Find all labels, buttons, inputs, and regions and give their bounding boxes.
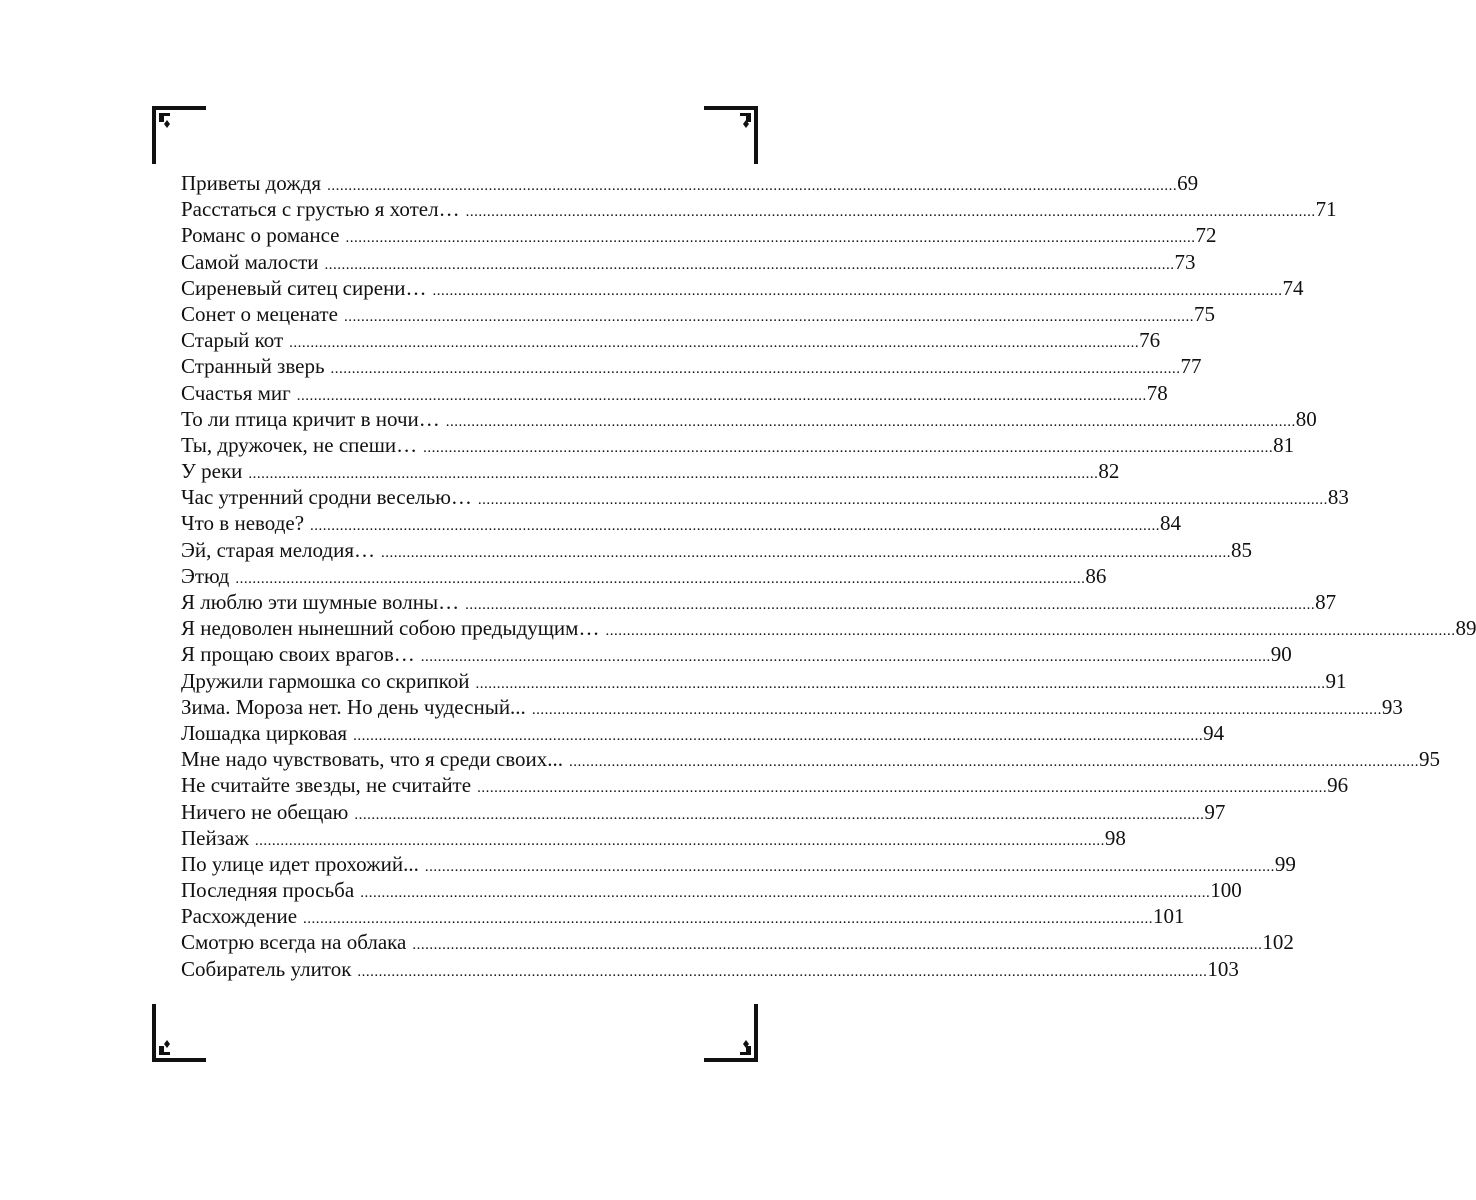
dot-leader: ........................................................................................................................................................................................................ <box>345 230 1196 247</box>
toc-entry <box>181 851 1296 877</box>
toc-entry-page-number: 91 <box>1325 668 1347 693</box>
dot-leader: ........................................................................................................................................................................................................ <box>324 256 1175 273</box>
toc-entry-title: Час утренний сродни веселью… <box>181 485 472 510</box>
dot-leader: ........................................................................................................................................................................................................ <box>475 675 1326 692</box>
toc-entry-page-number: 89 <box>1455 616 1476 641</box>
corner-ornament-top-right <box>704 106 758 164</box>
toc-entry <box>181 641 1292 667</box>
toc-entry-page-number: 100 <box>1210 878 1242 903</box>
toc-entry-page-number: 75 <box>1193 301 1215 326</box>
toc-entry-page-number: 90 <box>1270 642 1292 667</box>
toc-entry-page-number: 95 <box>1419 747 1441 772</box>
toc-entry <box>181 170 1199 196</box>
dot-leader: ........................................................................................................................................................................................................ <box>531 701 1382 718</box>
toc-entry <box>181 275 1304 301</box>
toc-entry <box>181 406 1317 432</box>
toc-entry-page-number: 97 <box>1204 799 1226 824</box>
dot-leader: ........................................................................................................................................................................................................ <box>445 413 1296 430</box>
toc-entry-title: Что в неводе? <box>181 511 305 536</box>
toc-entry <box>181 380 1168 406</box>
toc-entry-page-number: 103 <box>1207 956 1239 981</box>
dot-leader: ........................................................................................................................................................................................................ <box>412 937 1263 954</box>
toc-entry-page-number: 82 <box>1098 459 1120 484</box>
toc-entry-title: По улице идет прохожий... <box>181 851 419 876</box>
toc-entry <box>181 799 1226 825</box>
dot-leader: ........................................................................................................................................................................................................ <box>303 911 1154 928</box>
corner-ornament-bottom-right <box>704 1004 758 1062</box>
toc-entry-title: Не считайте звезды, не считайте <box>181 773 472 798</box>
toc-entry-page-number: 73 <box>1174 249 1196 274</box>
dot-leader: ........................................................................................................................................................................................................ <box>330 361 1181 378</box>
table-of-contents <box>181 170 1476 982</box>
toc-entry-title: Расстаться с грустью я хотел… <box>181 197 460 222</box>
toc-entry <box>181 458 1120 484</box>
dot-leader: ........................................................................................................................................................................................................ <box>477 780 1328 797</box>
toc-entry <box>181 563 1107 589</box>
toc-entry-title: Сиреневый ситец сирени… <box>181 275 427 300</box>
toc-entry <box>181 903 1185 929</box>
toc-entry <box>181 589 1337 615</box>
dot-leader: ........................................................................................................................................................................................................ <box>465 597 1316 613</box>
toc-entry-page-number: 76 <box>1139 328 1161 353</box>
toc-entry <box>181 353 1202 379</box>
dot-leader: ........................................................................................................................................................................................................ <box>343 308 1194 325</box>
toc-entry-title: Этюд <box>181 563 230 588</box>
dot-leader: ........................................................................................................................................................................................................ <box>465 204 1316 221</box>
toc-entry-page-number: 87 <box>1315 590 1337 614</box>
toc-entry-page-number: 96 <box>1327 773 1349 798</box>
toc-entry-page-number: 93 <box>1381 694 1403 719</box>
toc-entry-title: То ли птица кричит в ночи… <box>181 406 440 431</box>
dot-leader: ........................................................................................................................................................................................................ <box>423 439 1274 456</box>
toc-entry-page-number: 81 <box>1273 432 1295 457</box>
toc-entry-title: Приветы дождя <box>181 171 322 195</box>
toc-entry-page-number: 86 <box>1085 563 1107 588</box>
toc-entry <box>181 249 1196 275</box>
toc-entry-title: Смотрю всегда на облака <box>181 930 407 955</box>
toc-entry-title: Странный зверь <box>181 354 325 379</box>
dot-leader: ........................................................................................................................................................................................................ <box>477 492 1328 509</box>
toc-entry-title: Я люблю эти шумные волны… <box>181 590 460 614</box>
dot-leader: ........................................................................................................................................................................................................ <box>380 544 1231 561</box>
toc-entry-title: Пейзаж <box>181 825 249 850</box>
toc-entry-title: У реки <box>181 459 243 484</box>
toc-entry-page-number: 78 <box>1146 380 1168 405</box>
dot-leader: ........................................................................................................................................................................................................ <box>569 754 1420 771</box>
toc-entry-title: Ты, дружочек, не спеши… <box>181 432 418 457</box>
toc-entry-title: Зима. Мороза нет. Но день чудесный... <box>181 694 526 719</box>
dot-leader: ........................................................................................................................................................................................................ <box>248 466 1099 483</box>
toc-entry-title: Последняя просьба <box>181 878 355 903</box>
dot-leader: ........................................................................................................................................................................................................ <box>424 858 1275 875</box>
toc-entry-title: Собиратель улиток <box>181 956 352 981</box>
dot-leader: ........................................................................................................................................................................................................ <box>360 885 1211 902</box>
toc-entry-page-number: 71 <box>1315 197 1337 222</box>
toc-entry-page-number: 72 <box>1195 223 1217 248</box>
toc-entry-page-number: 94 <box>1203 720 1225 745</box>
toc-entry-page-number: 77 <box>1180 354 1202 379</box>
toc-entry-page-number: 99 <box>1274 851 1296 876</box>
toc-entry <box>181 720 1225 746</box>
toc-entry <box>181 327 1161 353</box>
corner-ornament-bottom-left <box>152 1004 206 1062</box>
toc-entry-title: Мне надо чувствовать, что я среди своих... <box>181 747 564 772</box>
toc-entry-page-number: 98 <box>1104 825 1126 850</box>
toc-entry <box>181 746 1441 772</box>
toc-entry-title: Счастья миг <box>181 380 291 405</box>
toc-entry <box>181 877 1242 903</box>
toc-entry-page-number: 74 <box>1282 275 1304 300</box>
toc-entry <box>181 615 1476 641</box>
dot-leader: ........................................................................................................................................................................................................ <box>327 178 1178 194</box>
toc-entry-title: Лошадка цирковая <box>181 720 348 745</box>
toc-entry-page-number: 102 <box>1262 930 1294 955</box>
toc-entry <box>181 537 1252 563</box>
dot-leader: ........................................................................................................................................................................................................ <box>354 806 1205 823</box>
toc-entry-page-number: 80 <box>1295 406 1317 431</box>
toc-entry-page-number: 101 <box>1153 904 1185 929</box>
toc-entry-title: Дружили гармошка со скрипкой <box>181 668 470 693</box>
dot-leader: ........................................................................................................................................................................................................ <box>296 387 1147 404</box>
toc-entry-page-number: 84 <box>1160 511 1182 536</box>
toc-entry <box>181 432 1295 458</box>
dot-leader: ........................................................................................................................................................................................................ <box>235 570 1086 587</box>
toc-entry-title: Старый кот <box>181 328 284 353</box>
toc-entry-title: Я прощаю своих врагов… <box>181 642 415 667</box>
toc-entry-title: Эй, старая мелодия… <box>181 537 375 562</box>
dot-leader: ........................................................................................................................................................................................................ <box>289 335 1140 352</box>
toc-entry-title: Сонет о меценате <box>181 301 338 326</box>
toc-entry <box>181 196 1337 222</box>
toc-entry-title: Расхождение <box>181 904 298 929</box>
dot-leader: ........................................................................................................................................................................................................ <box>605 623 1456 640</box>
dot-leader: ........................................................................................................................................................................................................ <box>310 518 1161 535</box>
toc-entry <box>181 772 1349 798</box>
toc-entry <box>181 825 1126 851</box>
toc-entry-page-number: 83 <box>1327 485 1349 510</box>
toc-entry <box>181 668 1347 694</box>
toc-entry-title: Я недоволен нынешний собою предыдущим… <box>181 616 600 641</box>
dot-leader: ........................................................................................................................................................................................................ <box>432 282 1283 299</box>
toc-entry <box>181 929 1294 955</box>
toc-entry-title: Романс о романсе <box>181 223 340 248</box>
toc-entry <box>181 956 1239 982</box>
toc-entry <box>181 694 1403 720</box>
toc-entry-page-number: 85 <box>1230 537 1252 562</box>
dot-leader: ........................................................................................................................................................................................................ <box>420 649 1271 666</box>
toc-entry <box>181 484 1349 510</box>
toc-entry-title: Самой малости <box>181 249 319 274</box>
toc-entry <box>181 510 1182 536</box>
dot-leader: ........................................................................................................................................................................................................ <box>254 832 1105 849</box>
toc-entry-title: Ничего не обещаю <box>181 799 349 824</box>
dot-leader: ........................................................................................................................................................................................................ <box>357 963 1208 980</box>
dot-leader: ........................................................................................................................................................................................................ <box>353 727 1204 744</box>
toc-entry-page-number: 69 <box>1177 171 1199 195</box>
corner-ornament-top-left <box>152 106 206 164</box>
toc-entry <box>181 301 1215 327</box>
toc-entry <box>181 222 1217 248</box>
